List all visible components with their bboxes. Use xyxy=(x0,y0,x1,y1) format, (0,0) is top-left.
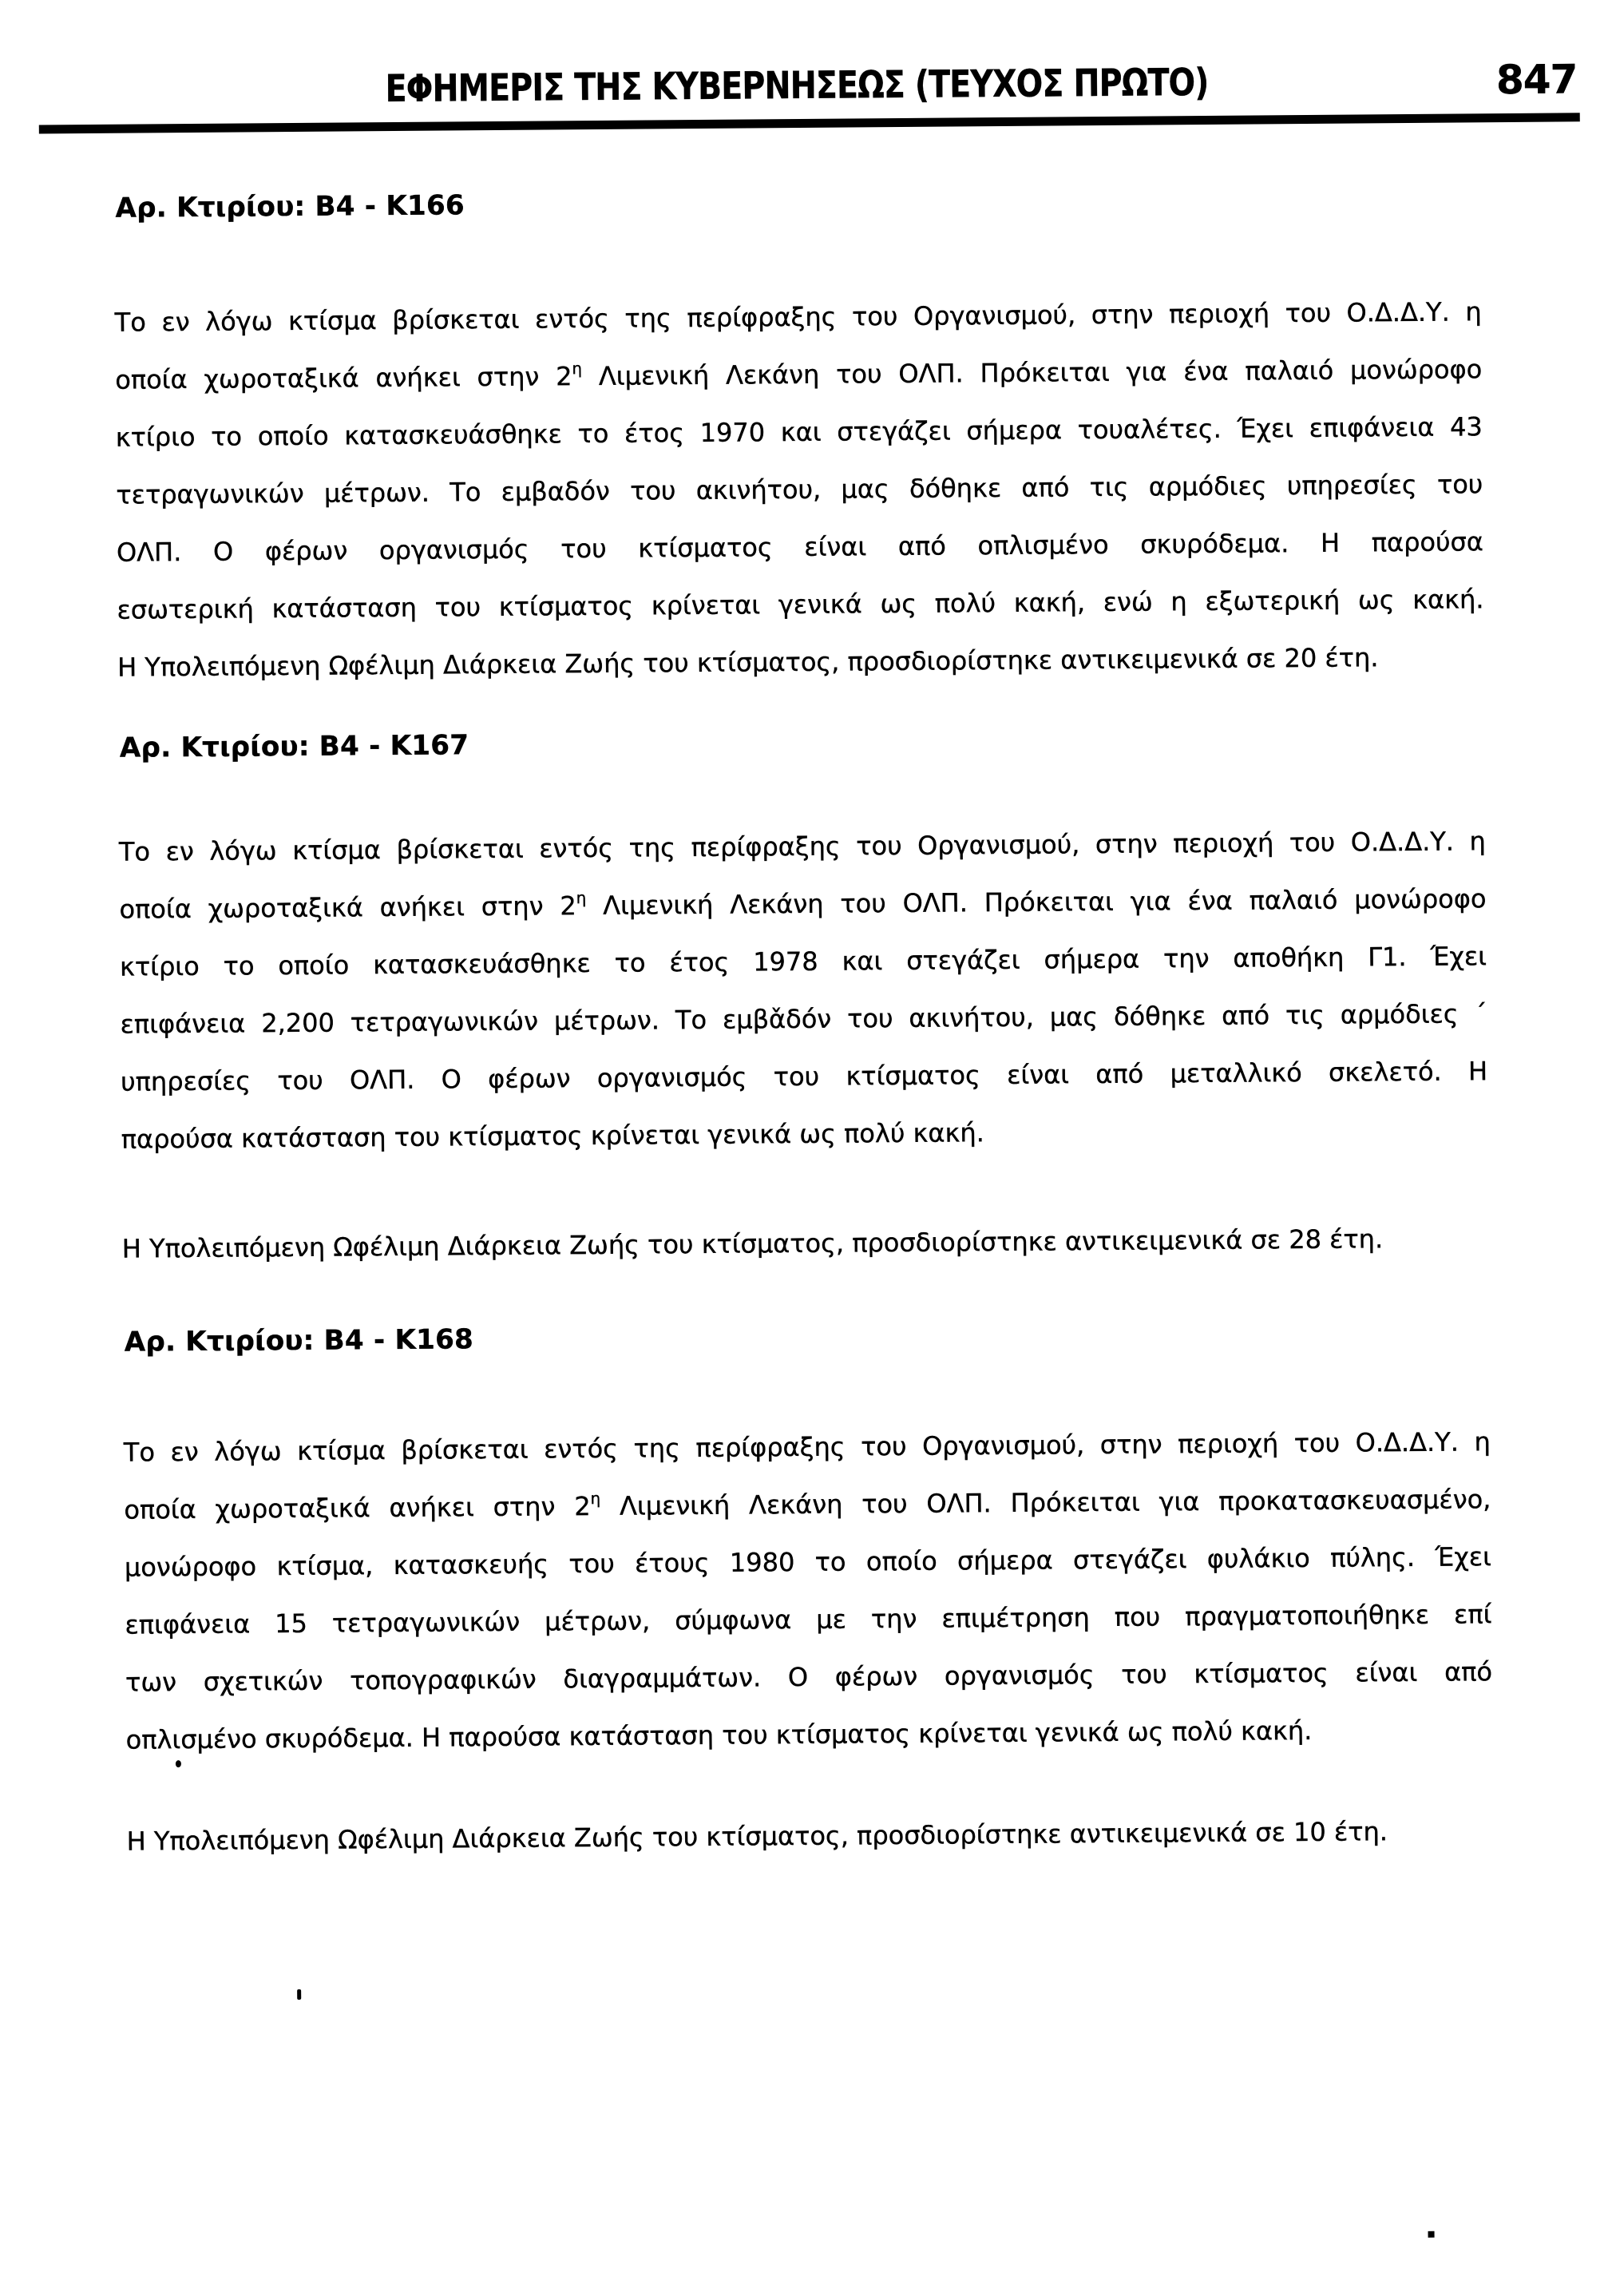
page-title xyxy=(0,57,1602,114)
text-line: Η Υπολειπόμενη Ωφέλιμη Διάρκεια Ζωής του κτίσματος, προσδιορίστηκε αντικειμενικά σε 10 έτη. xyxy=(126,1816,1388,1857)
section-heading-k168: Αρ. Κτιρίου: Β4 - Κ168 xyxy=(124,1323,474,1358)
text-line: υπηρεσίες του ΟΛΠ. Ο φέρων οργανισμός του κτίσματος είναι από μεταλλικό σκελετό. Η xyxy=(121,1056,1488,1097)
page-number: 847 xyxy=(1495,56,1578,104)
page-title-text: ΕΦΗΜΕΡΙΣ ΤΗΣ ΚΥΒΕΡΝΗΣΕΩΣ (ΤΕΥΧΟΣ ΠΡΩΤΟ) xyxy=(385,60,1210,112)
scan-speck xyxy=(176,1760,181,1767)
text-line: Η Υπολειπόμενη Ωφέλιμη Διάρκεια Ζωής του κτίσματος, προσδιορίστηκε αντικειμενικά σε 20 έτη. xyxy=(117,642,1379,683)
section-k168-paragraph xyxy=(124,1413,1493,1768)
section-k166-paragraph xyxy=(114,283,1484,696)
scan-speck xyxy=(1428,2231,1435,2238)
text-line: τετραγωνικών μέτρων. Το εμβαδόν του ακινήτου, μας δόθηκε από τις αρμόδιες υπηρεσίες του xyxy=(116,469,1483,510)
text-line: οποία χωροταξικά ανήκει στην $2^\eta$ Λιμενική Λεκάνη του ΟΛΠ. Πρόκειται για ένα παλαιό μονώροφο xyxy=(119,883,1487,925)
section-k168-closing-line xyxy=(126,1802,1494,1870)
section-heading-k166: Αρ. Κτιρίου: Β4 - Κ166 xyxy=(115,189,465,224)
text-line: οποία χωροταξικά ανήκει στην $2^\eta$ Λιμενική Λεκάνη του ΟΛΠ. Πρόκειται για προκατασκευασμένο, xyxy=(124,1484,1491,1525)
text-line: επιφάνεια 2,200 τετραγωνικών μέτρων. Το εμβα̌δόν του ακινήτου, μας δόθηκε από τις αρμόδιες ´ xyxy=(120,998,1487,1040)
section-k167-paragraph xyxy=(119,812,1488,1168)
text-line: κτίριο το οποίο κατασκευάσθηκε το έτος 1978 και στεγάζει σήμερα την αποθήκη Γ1. Έχει xyxy=(119,941,1487,982)
text-line: οπλισμένο σκυρόδεμα. Η παρούσα κατάσταση του κτίσματος κρίνεται γενικά ως πολύ κακή. xyxy=(125,1715,1313,1755)
text-line: ΟΛΠ. Ο φέρων οργανισμός του κτίσματος είναι από οπλισμένο σκυρόδεμα. Η παρούσα xyxy=(116,526,1484,568)
text-line: οποία χωροταξικά ανήκει στην $2^\eta$ Λιμενική Λεκάνη του ΟΛΠ. Πρόκειται για ένα παλαιό μονώροφο xyxy=(115,354,1483,395)
text-line: κτίριο το οποίο κατασκευάσθηκε το έτος 1970 και στεγάζει σήμερα τουαλέτες. Έχει επιφάνεια 43 xyxy=(115,411,1483,453)
text-line: Το εν λόγω κτίσμα βρίσκεται εντός της περίφραξης του Οργανισμού, στην περιοχή του Ο.Δ.Δ.Υ. η xyxy=(114,296,1482,338)
text-line: Η Υπολειπόμενη Ωφέλιμη Διάρκεια Ζωής του κτίσματος, προσδιορίστηκε αντικειμενικά σε 28 έτη. xyxy=(121,1223,1384,1264)
section-k167-closing-line xyxy=(122,1209,1490,1277)
scan-speck xyxy=(297,1989,301,2000)
text-line: μονώροφο κτίσμα, κατασκευής του έτους 1980 το οποίο σήμερα στεγάζει φυλάκιο πύλης. Έχει xyxy=(124,1541,1492,1583)
text-line: των σχετικών τοπογραφικών διαγραμμάτων. Ο φέρων οργανισμός του κτίσματος είναι από xyxy=(125,1656,1493,1698)
text-line: Το εν λόγω κτίσμα βρίσκεται εντός της περίφραξης του Οργανισμού, στην περιοχή του Ο.Δ.Δ.Υ. η xyxy=(123,1426,1491,1468)
text-line: εσωτερική κατάσταση του κτίσματος κρίνεται γενικά ως πολύ κακή, ενώ η εξωτερική ως κακή. xyxy=(117,584,1484,625)
text-line: επιφάνεια 15 τετραγωνικών μέτρων, σύμφωνα με την επιμέτρηση που πραγματοποιήθηκε επί xyxy=(125,1599,1492,1640)
text-line: Το εν λόγω κτίσμα βρίσκεται εντός της περίφραξης του Οργανισμού, στην περιοχή του Ο.Δ.Δ.Υ. η xyxy=(118,826,1487,867)
section-heading-k167: Αρ. Κτιρίου: Β4 - Κ167 xyxy=(119,729,469,764)
text-line: παρούσα κατάσταση του κτίσματος κρίνεται γενικά ως πολύ κακή. xyxy=(121,1117,984,1155)
